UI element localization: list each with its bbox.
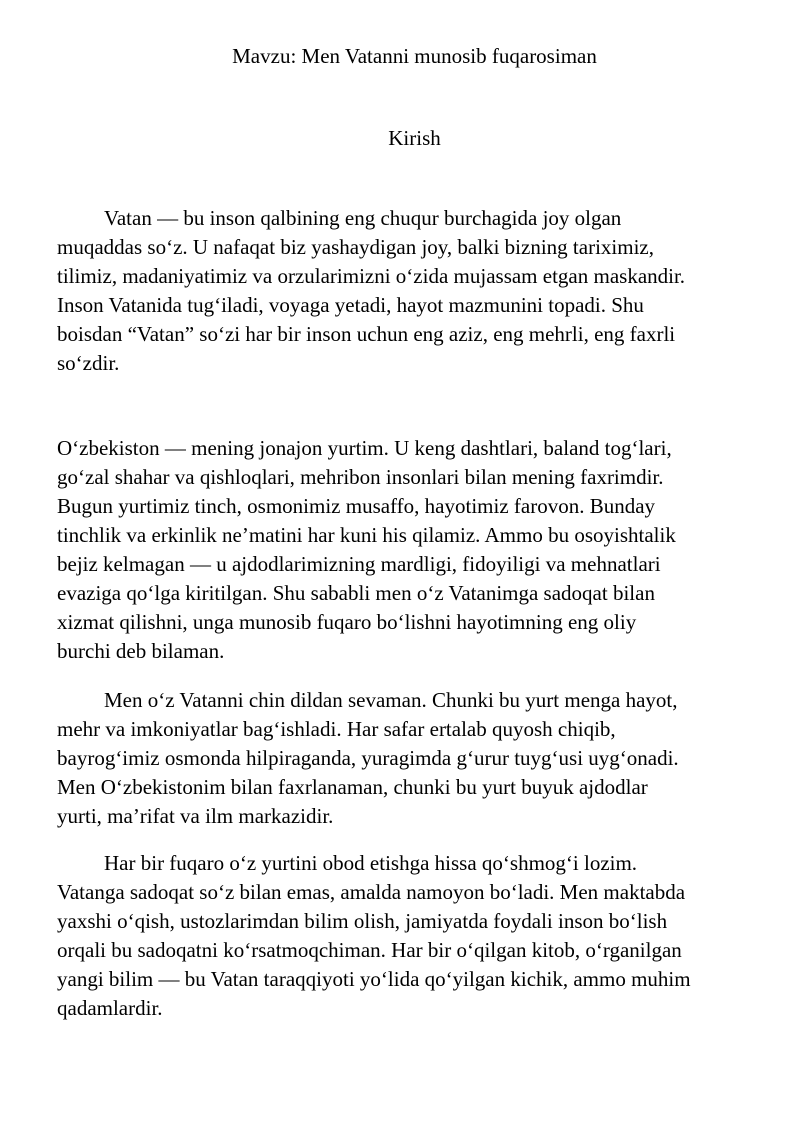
text-line: Vatan — bu inson qalbining eng chuqur burchagida joy olgan (104, 206, 622, 230)
paragraph-3 (57, 686, 772, 831)
text-line: yurti, maʼrifat va ilm markazidir. (57, 804, 334, 828)
text-line: Men Oʻzbekistonim bilan faxrlanaman, chunki bu yurt buyuk ajdodlar (57, 775, 648, 799)
text-line: tinchlik va erkinlik neʼmatini har kuni his qilamiz. Ammo bu osoyishtalik (57, 523, 676, 547)
text-line: Oʻzbekiston — mening jonajon yurtim. U keng dashtlari, baland togʻlari, (57, 436, 672, 460)
text-line: bejiz kelmagan — u ajdodlarimizning mardligi, fidoyiligi va mehnatlari (57, 552, 661, 576)
text-line: Vatanga sadoqat soʻz bilan emas, amalda namoyon boʻladi. Men maktabda (57, 880, 686, 904)
text-line: Men oʻz Vatanni chin dildan sevaman. Chunki bu yurt menga hayot, (104, 688, 678, 712)
text-line: goʻzal shahar va qishloqlari, mehribon insonlari bilan mening faxrimdir. (57, 465, 664, 489)
text-line: tilimiz, madaniyatimiz va orzularimizni oʻzida mujassam etgan maskandir. (57, 264, 686, 288)
paragraph-2 (57, 434, 772, 666)
text-line: bayrogʻimiz osmonda hilpiraganda, yuragimda gʻurur tuygʻusi uygʻonadi. (57, 746, 679, 770)
text-line: soʻzdir. (57, 351, 120, 375)
text-line: boisdan “Vatan” soʻzi har bir inson uchun eng aziz, eng mehrli, eng faxrli (57, 322, 676, 346)
text-line: Bugun yurtimiz tinch, osmonimiz musaffo, hayotimiz farovon. Bunday (57, 494, 656, 518)
text-line: evaziga qoʻlga kiritilgan. Shu sababli men oʻz Vatanimga sadoqat bilan (57, 581, 655, 605)
text-line: qadamlardir. (57, 996, 163, 1020)
text-line: yaxshi oʻqish, ustozlarimdan bilim olish, jamiyatda foydali inson boʻlish (57, 909, 668, 933)
text-line: muqaddas soʻz. U nafaqat biz yashaydigan joy, balki bizning tariximiz, (57, 235, 654, 259)
text-line: Inson Vatanida tugʻiladi, voyaga yetadi, hayot mazmunini topadi. Shu (57, 293, 644, 317)
text-line: burchi deb bilaman. (57, 639, 225, 663)
text-line: mehr va imkoniyatlar bagʻishladi. Har safar ertalab quyosh chiqib, (57, 717, 616, 741)
text-line: Har bir fuqaro oʻz yurtini obod etishga hissa qoʻshmogʻi lozim. (104, 851, 638, 875)
document-title: Mavzu: Men Vatanni munosib fuqarosiman (232, 44, 597, 68)
text-line: orqali bu sadoqatni koʻrsatmoqchiman. Har bir oʻqilgan kitob, oʻrganilgan (57, 938, 682, 962)
text-line: yangi bilim — bu Vatan taraqqiyoti yoʻlida qoʻyilgan kichik, ammo muhim (57, 967, 691, 991)
paragraph-4 (57, 849, 772, 1023)
paragraph-1 (57, 204, 772, 378)
section-heading: Kirish (388, 126, 441, 150)
text-line: xizmat qilishni, unga munosib fuqaro boʻlishni hayotimning eng oliy (57, 610, 637, 634)
